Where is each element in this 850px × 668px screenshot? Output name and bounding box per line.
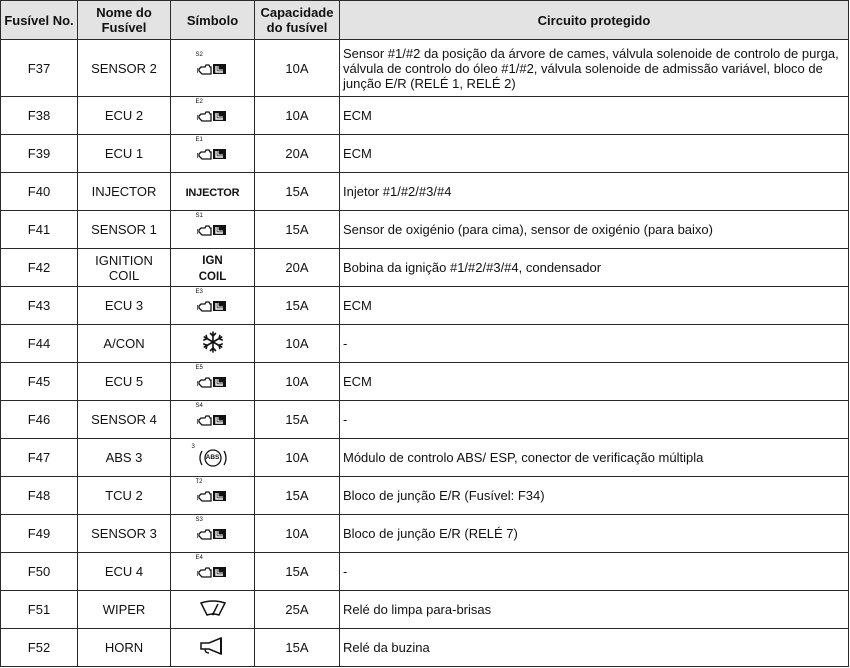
table-row [1,515,849,553]
table-row [1,401,849,439]
table-row [1,477,849,515]
engine-icon [195,517,229,541]
fuse-number: F45 [1,363,78,401]
symbol-label [199,255,226,283]
horn-icon [199,637,227,655]
fuse-symbol [171,515,255,553]
fuse-number: F52 [1,629,78,667]
fuse-symbol [171,477,255,515]
fuse-number: F46 [1,401,78,439]
symbol-label: T2 [195,479,203,485]
fuse-symbol [171,173,255,211]
header-circuit: Circuito protegido [340,1,849,40]
fuse-name: SENSOR 3 [78,515,171,553]
symbol-label: INJECTOR [185,187,240,199]
table-row [1,439,849,477]
table-row [1,249,849,287]
fuse-capacity: 15A [255,401,340,439]
engine-icon [195,51,229,76]
header-fuse-no: Fusível No. [1,1,78,40]
fuse-symbol [171,40,255,97]
table-row [1,211,849,249]
symbol-label: S3 [195,517,203,523]
symbol-label: 3 [191,444,195,450]
symbol-label: ABS [205,454,220,461]
protected-circuit: Módulo de controlo ABS/ ESP, conector de verificação múltipla [340,439,849,477]
fuse-symbol [171,629,255,667]
fuse-symbol [171,401,255,439]
protected-circuit: Relé do limpa para-brisas [340,591,849,629]
fuse-symbol [171,249,255,287]
fuse-name: WIPER [78,591,171,629]
fuse-capacity: 15A [255,211,340,249]
protected-circuit: ECM [340,287,849,325]
table-row [1,287,849,325]
fuse-symbol [171,591,255,629]
header-capacity: Capacidade do fusível [255,1,340,40]
fuse-number: F49 [1,515,78,553]
protected-circuit: Relé da buzina [340,629,849,667]
table-row [1,363,849,401]
fuse-name: ECU 1 [78,135,171,173]
fuse-symbol [171,135,255,173]
table-row [1,40,849,97]
symbol-label: S1 [195,213,203,219]
symbol-label: E3 [195,289,203,295]
fuse-name: IGNITION COIL [78,249,171,287]
protected-circuit: ECM [340,97,849,135]
symbol-label: E5 [195,365,203,371]
symbol-label: COIL [198,270,227,283]
engine-icon [195,555,229,579]
fuse-name: SENSOR 1 [78,211,171,249]
fuse-name: ECU 2 [78,97,171,135]
fuse-number: F41 [1,211,78,249]
header-fuse-name: Nome do Fusível [78,1,171,40]
fuse-capacity: 10A [255,40,340,97]
header-symbol: Símbolo [171,1,255,40]
fuse-number: F48 [1,477,78,515]
fuse-symbol [171,287,255,325]
fuse-number: F37 [1,40,78,97]
fuse-symbol [171,439,255,477]
table-row [1,591,849,629]
fuse-capacity: 10A [255,515,340,553]
protected-circuit: Injetor #1/#2/#3/#4 [340,173,849,211]
fuse-number: F51 [1,591,78,629]
table-row [1,325,849,363]
protected-circuit: - [340,325,849,363]
fuse-capacity: 15A [255,287,340,325]
symbol-label: S2 [195,51,203,58]
engine-icon [195,365,229,389]
fuse-number: F38 [1,97,78,135]
table-row [1,135,849,173]
fuse-capacity: 15A [255,477,340,515]
fuse-number: F44 [1,325,78,363]
fuse-name: ECU 5 [78,363,171,401]
fuse-name: ECU 3 [78,287,171,325]
fuse-number: F43 [1,287,78,325]
fuse-capacity: 15A [255,553,340,591]
engine-icon [195,289,229,313]
fuse-symbol [171,211,255,249]
fuse-capacity: 15A [255,173,340,211]
fuse-name: SENSOR 4 [78,401,171,439]
fuse-capacity: 10A [255,363,340,401]
engine-icon [195,213,229,237]
fuse-capacity: 10A [255,97,340,135]
fuse-symbol [171,325,255,363]
symbol-label: E1 [195,137,203,143]
symbol-label: S4 [195,403,203,409]
wiper-icon [199,599,227,617]
engine-icon [195,137,229,161]
protected-circuit: ECM [340,135,849,173]
engine-icon [195,99,229,123]
fuse-name: TCU 2 [78,477,171,515]
protected-circuit: Sensor de oxigénio (para cima), sensor de oxigénio (para baixo) [340,211,849,249]
fuse-number: F39 [1,135,78,173]
protected-circuit: Sensor #1/#2 da posição da árvore de cames, válvula solenoide de controlo de purga, válvula de controlo do óleo #1/#2, válvula solenoide de admissão variável, bloco de junção E/R (RELÉ 1, RELÉ 2) [340,40,849,97]
fuse-number: F50 [1,553,78,591]
table-row [1,553,849,591]
fuse-number: F42 [1,249,78,287]
fuse-name: SENSOR 2 [78,40,171,97]
fuse-capacity: 20A [255,249,340,287]
fuse-symbol [171,97,255,135]
protected-circuit: Bobina da ignição #1/#2/#3/#4, condensador [340,249,849,287]
fuse-number: F47 [1,439,78,477]
fuse-symbol [171,553,255,591]
table-row [1,173,849,211]
fuse-capacity: 15A [255,629,340,667]
protected-circuit: Bloco de junção E/R (Fusível: F34) [340,477,849,515]
snowflake-icon [202,331,224,353]
fuse-symbol [171,363,255,401]
fuse-capacity: 10A [255,325,340,363]
symbol-label: E4 [195,555,203,561]
protected-circuit: Bloco de junção E/R (RELÉ 7) [340,515,849,553]
fuse-name: HORN [78,629,171,667]
fuse-capacity: 20A [255,135,340,173]
header-row [1,1,849,40]
fuse-name: ABS 3 [78,439,171,477]
fuse-name: INJECTOR [78,173,171,211]
fuse-name: ECU 4 [78,553,171,591]
fuse-number: F40 [1,173,78,211]
symbol-label: E2 [195,99,203,105]
table-row [1,629,849,667]
protected-circuit: - [340,401,849,439]
engine-icon [195,403,229,427]
engine-icon [195,479,229,503]
fuse-capacity: 10A [255,439,340,477]
symbol-label: IGN [202,254,223,267]
table-row [1,97,849,135]
protected-circuit: - [340,553,849,591]
abs-icon [191,444,228,468]
protected-circuit: ECM [340,363,849,401]
fuse-capacity: 25A [255,591,340,629]
fuse-name: A/CON [78,325,171,363]
